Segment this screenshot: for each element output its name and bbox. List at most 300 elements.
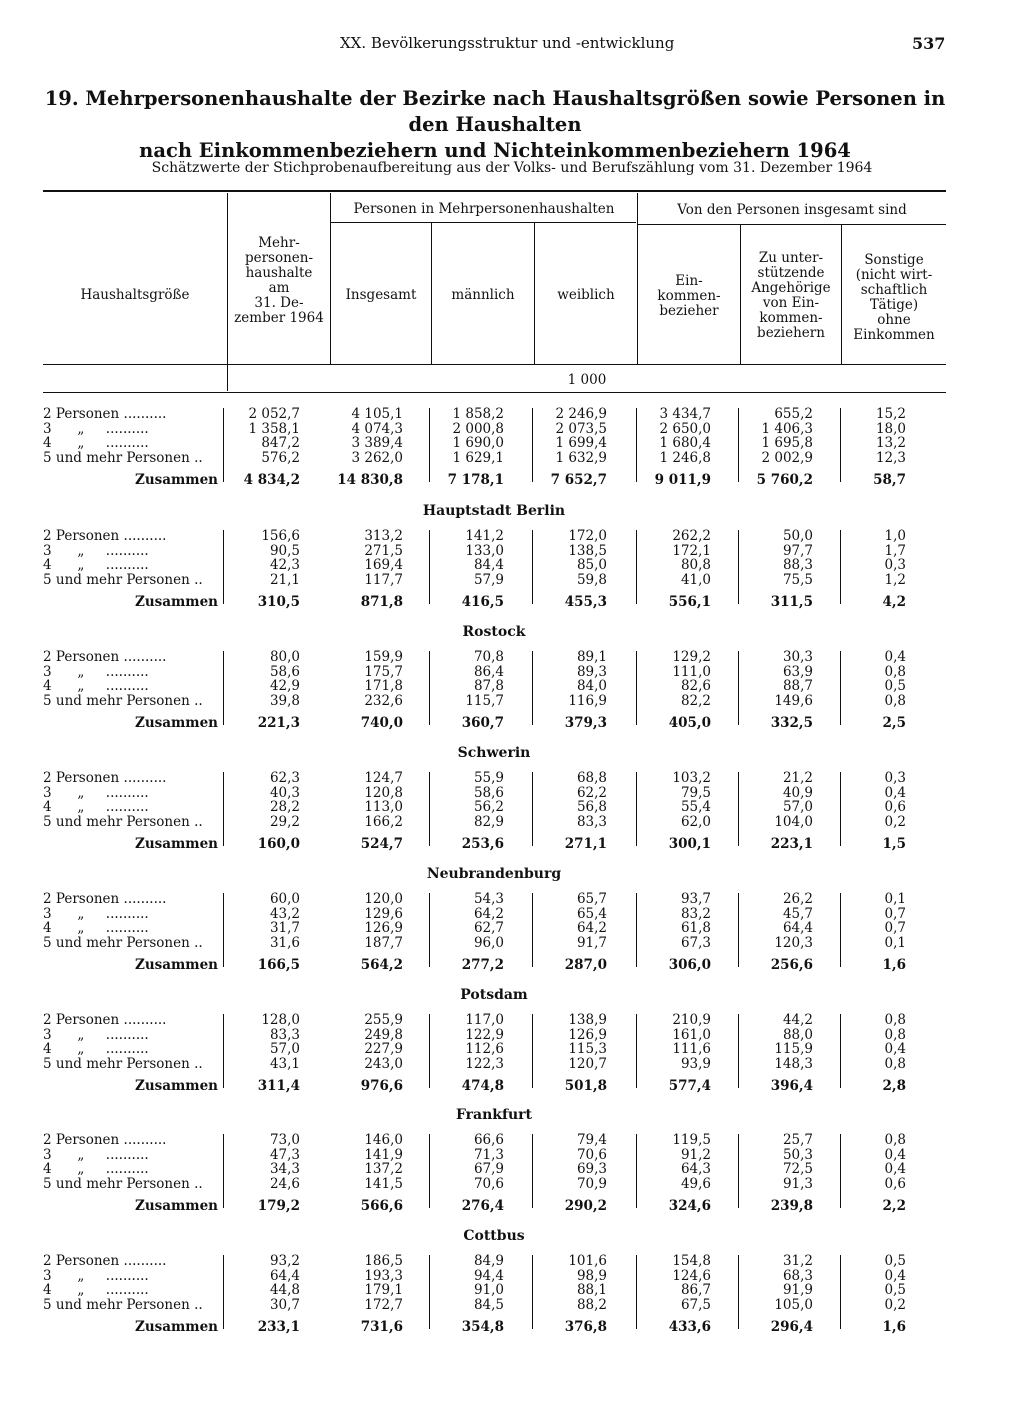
running-head: XX. Bevölkerungsstruktur und -entwicklung (340, 34, 675, 52)
table-cell: 3 434,7 (659, 406, 711, 422)
table-cell: 175,7 (364, 663, 403, 680)
total-cell: 324,6 (668, 1198, 711, 1214)
table-cell: 67,3 (680, 934, 711, 951)
region-heading: Hauptstadt Berlin (422, 503, 566, 519)
total-cell: 306,0 (668, 957, 711, 973)
table-cell: 62,0 (680, 813, 711, 830)
table-cell: 0,2 (884, 1296, 906, 1313)
total-cell: 58,7 (873, 472, 906, 488)
region-heading: Cottbus (463, 1228, 525, 1244)
row-label: 2 Personen .......... (43, 1012, 167, 1028)
table-cell: 31,7 (269, 920, 300, 936)
table-cell: 159,9 (364, 649, 403, 665)
table-cell: 60,0 (269, 891, 300, 907)
table-cell: 29,2 (269, 813, 300, 830)
table-cell: 137,2 (364, 1161, 403, 1177)
row-label: 2 Personen .......... (43, 1253, 167, 1269)
table-cell: 85,0 (576, 557, 607, 573)
total-cell: 310,5 (257, 594, 300, 610)
total-label: Zusammen (135, 957, 218, 973)
table-cell: 59,8 (576, 571, 607, 588)
table-cell: 91,7 (576, 934, 607, 951)
total-cell: 577,4 (668, 1078, 711, 1094)
total-cell: 379,3 (564, 715, 607, 731)
table-cell: 82,6 (680, 678, 711, 694)
table-cell: 98,9 (576, 1267, 607, 1284)
table-cell: 18,0 (875, 420, 906, 437)
table-cell: 30,3 (782, 649, 813, 665)
total-cell: 1,6 (882, 957, 906, 973)
row-label: 4 „ .......... (43, 1161, 149, 1177)
table-cell: 88,1 (576, 1282, 607, 1298)
table-cell: 129,6 (364, 905, 403, 922)
total-cell: 2,2 (882, 1198, 906, 1214)
row-label: 2 Personen .......... (43, 770, 167, 786)
table-cell: 67,5 (680, 1296, 711, 1313)
table-cell: 45,7 (782, 905, 813, 922)
table-cell: 115,7 (465, 692, 504, 709)
table-cell: 2 246,9 (555, 406, 607, 422)
total-label: Zusammen (135, 1319, 218, 1335)
table-cell: 70,6 (576, 1146, 607, 1163)
table-cell: 126,9 (568, 1026, 607, 1043)
row-label: 4 „ .......... (43, 920, 149, 936)
table-cell: 0,4 (884, 1146, 906, 1163)
header-bottom-rule (43, 364, 946, 365)
table-cell: 1 406,3 (761, 420, 813, 437)
table-cell: 65,7 (576, 891, 607, 907)
table-cell: 126,9 (364, 920, 403, 936)
table-cell: 21,2 (782, 770, 813, 786)
total-cell: 501,8 (564, 1078, 607, 1094)
table-cell: 63,9 (782, 663, 813, 680)
table-cell: 138,9 (568, 1012, 607, 1028)
table-cell: 34,3 (269, 1161, 300, 1177)
region-heading: Frankfurt (455, 1107, 533, 1123)
table-cell: 227,9 (364, 1041, 403, 1057)
table-cell: 44,8 (269, 1282, 300, 1298)
total-label: Zusammen (135, 836, 218, 852)
table-cell: 148,3 (774, 1055, 813, 1072)
table-cell: 120,0 (364, 891, 403, 907)
table-cell: 88,3 (782, 557, 813, 573)
table-cell: 91,3 (782, 1175, 813, 1192)
table-cell: 103,2 (672, 770, 711, 786)
table-cell: 96,0 (473, 934, 504, 951)
table-cell: 64,2 (473, 905, 504, 922)
table-subtitle: Schätzwerte der Stichprobenaufbereitung aus der Volks- und Berufszählung vom 31. Dezember 1964 (151, 160, 873, 176)
table-cell: 1 632,9 (555, 449, 607, 466)
table-cell: 0,4 (884, 1161, 906, 1177)
table-cell: 172,0 (568, 528, 607, 544)
table-cell: 2 073,5 (555, 420, 607, 437)
table-cell: 171,8 (364, 678, 403, 694)
row-label: 4 „ .......... (43, 557, 149, 573)
table-cell: 1 246,8 (659, 449, 711, 466)
row-label: 2 Personen .......... (43, 406, 167, 422)
table-cell: 262,2 (672, 528, 711, 544)
region-heading: Schwerin (457, 745, 531, 761)
table-cell: 154,8 (672, 1253, 711, 1269)
row-label: 3 „ .......... (43, 905, 149, 922)
total-cell: 14 830,8 (337, 472, 403, 488)
table-cell: 0,8 (884, 663, 906, 680)
table-cell: 2 000,8 (452, 420, 504, 437)
table-cell: 249,8 (364, 1026, 403, 1043)
total-cell: 1,5 (882, 836, 906, 852)
table-cell: 44,2 (782, 1012, 813, 1028)
table-cell: 1,0 (884, 528, 906, 544)
table-cell: 2 650,0 (659, 420, 711, 437)
total-cell: 566,6 (360, 1198, 403, 1214)
table-cell: 243,0 (364, 1055, 403, 1072)
table-cell: 65,4 (576, 905, 607, 922)
table-cell: 64,3 (680, 1161, 711, 1177)
table-cell: 655,2 (774, 406, 813, 422)
total-cell: 4,2 (882, 594, 906, 610)
table-cell: 117,0 (465, 1012, 504, 1028)
table-cell: 0,8 (884, 1026, 906, 1043)
total-cell: 332,5 (770, 715, 813, 731)
table-cell: 111,6 (672, 1041, 711, 1057)
total-cell: 233,1 (257, 1319, 300, 1335)
table-cell: 61,8 (680, 920, 711, 936)
total-cell: 376,8 (564, 1319, 607, 1335)
table-cell: 39,8 (269, 692, 300, 709)
header-ofwhich-group: Von den Personen insgesamt sind (677, 202, 907, 218)
table-cell: 70,8 (473, 649, 504, 665)
table-cell: 0,3 (884, 770, 906, 786)
table-cell: 3 262,0 (351, 449, 403, 466)
table-cell: 15,2 (875, 406, 906, 422)
table-cell: 75,5 (782, 571, 813, 588)
table-cell: 138,5 (568, 542, 607, 559)
row-label: 5 und mehr Personen .. (43, 449, 203, 466)
table-cell: 0,4 (884, 649, 906, 665)
table-cell: 124,7 (364, 770, 403, 786)
row-label: 3 „ .......... (43, 542, 149, 559)
total-label: Zusammen (135, 1198, 218, 1214)
table-cell: 1 629,1 (452, 449, 504, 466)
table-cell: 83,3 (576, 813, 607, 830)
table-cell: 172,7 (364, 1296, 403, 1313)
row-label: 5 und mehr Personen .. (43, 692, 203, 709)
persons-group-rule (330, 222, 636, 223)
table-cell: 172,1 (672, 542, 711, 559)
total-cell: 416,5 (461, 594, 504, 610)
header-others: Sonstige (nicht wirt- schaftlich Tätige) ohne Einkommen (853, 252, 935, 343)
total-cell: 455,3 (564, 594, 607, 610)
table-cell: 133,0 (465, 542, 504, 559)
total-cell: 239,8 (770, 1198, 813, 1214)
table-cell: 0,2 (884, 813, 906, 830)
row-label: 5 und mehr Personen .. (43, 1175, 203, 1192)
table-cell: 112,6 (465, 1041, 504, 1057)
table-cell: 169,4 (364, 557, 403, 573)
table-cell: 71,3 (473, 1146, 504, 1163)
total-cell: 276,4 (461, 1198, 504, 1214)
table-cell: 70,9 (576, 1175, 607, 1192)
table-cell: 31,6 (269, 934, 300, 951)
total-cell: 360,7 (461, 715, 504, 731)
table-cell: 0,7 (884, 905, 906, 922)
table-cell: 1,2 (884, 571, 906, 588)
table-cell: 111,0 (672, 663, 711, 680)
table-cell: 70,6 (473, 1175, 504, 1192)
table-cell: 255,9 (364, 1012, 403, 1028)
table-cell: 21,1 (269, 571, 300, 588)
page-number: 537 (912, 34, 946, 53)
total-cell: 740,0 (360, 715, 403, 731)
table-cell: 271,5 (364, 542, 403, 559)
table-cell: 55,4 (680, 799, 711, 815)
table-cell: 2 002,9 (761, 449, 813, 466)
table-cell: 83,3 (269, 1026, 300, 1043)
table-cell: 55,9 (473, 770, 504, 786)
table-cell: 84,4 (473, 557, 504, 573)
table-cell: 91,0 (473, 1282, 504, 1298)
table-cell: 1 699,4 (555, 435, 607, 451)
table-cell: 64,4 (269, 1267, 300, 1284)
table-cell: 0,5 (884, 678, 906, 694)
table-cell: 58,6 (473, 784, 504, 801)
table-cell: 104,0 (774, 813, 813, 830)
header-earners: Ein- kommen- bezieher (657, 273, 721, 319)
table-cell: 1,7 (884, 542, 906, 559)
total-cell: 160,0 (257, 836, 300, 852)
row-label: 2 Personen .......... (43, 891, 167, 907)
total-cell: 396,4 (770, 1078, 813, 1094)
total-cell: 524,7 (360, 836, 403, 852)
table-cell: 62,3 (269, 770, 300, 786)
table-cell: 83,2 (680, 905, 711, 922)
table-cell: 31,2 (782, 1253, 813, 1269)
table-cell: 24,6 (269, 1175, 300, 1192)
total-cell: 9 011,9 (654, 472, 711, 488)
title-line-1: 19. Mehrpersonenhaushalte der Bezirke nach Haushaltsgrößen sowie Personen in den Haushalten (44, 87, 946, 136)
table-cell: 91,2 (680, 1146, 711, 1163)
table-cell: 1 690,0 (452, 435, 504, 451)
table-cell: 40,9 (782, 784, 813, 801)
table-cell: 86,7 (680, 1282, 711, 1298)
total-label: Zusammen (135, 472, 218, 488)
table-cell: 156,6 (261, 528, 300, 544)
table-cell: 40,3 (269, 784, 300, 801)
total-label: Zusammen (135, 594, 218, 610)
header-households: Mehr- personen- haushalte am 31. De- zember 1964 (234, 235, 324, 326)
table-cell: 88,2 (576, 1296, 607, 1313)
table-cell: 0,5 (884, 1282, 906, 1298)
table-cell: 26,2 (782, 891, 813, 907)
table-cell: 79,5 (680, 784, 711, 801)
total-cell: 290,2 (564, 1198, 607, 1214)
row-label: 5 und mehr Personen .. (43, 813, 203, 830)
table-cell: 82,2 (680, 692, 711, 709)
table-cell: 0,1 (884, 891, 906, 907)
table-cell: 1 680,4 (659, 435, 711, 451)
header-male: männlich (451, 287, 515, 303)
total-cell: 4 834,2 (243, 472, 300, 488)
title-line-2: nach Einkommenbeziehern und Nichteinkommenbeziehern 1964 (139, 139, 851, 162)
table-cell: 30,7 (269, 1296, 300, 1313)
table-cell: 0,3 (884, 557, 906, 573)
total-cell: 221,3 (257, 715, 300, 731)
row-label: 3 „ .......... (43, 663, 149, 680)
total-cell: 405,0 (668, 715, 711, 731)
total-cell: 1,6 (882, 1319, 906, 1335)
total-cell: 7 652,7 (550, 472, 607, 488)
row-label: 3 „ .......... (43, 1146, 149, 1163)
table-cell: 0,8 (884, 1132, 906, 1148)
table-cell: 56,8 (576, 799, 607, 815)
table-cell: 2 052,7 (248, 406, 300, 422)
table-cell: 68,3 (782, 1267, 813, 1284)
row-label: 5 und mehr Personen .. (43, 571, 203, 588)
table-cell: 124,6 (672, 1267, 711, 1284)
table-cell: 128,0 (261, 1012, 300, 1028)
row-label: 2 Personen .......... (43, 1132, 167, 1148)
table-cell: 186,5 (364, 1253, 403, 1269)
row-label: 4 „ .......... (43, 435, 149, 451)
table-cell: 93,9 (680, 1055, 711, 1072)
total-cell: 287,0 (564, 957, 607, 973)
row-label: 3 „ .......... (43, 1267, 149, 1284)
total-cell: 2,5 (882, 715, 906, 731)
table-cell: 0,1 (884, 934, 906, 951)
header-stub: Haushaltsgröße (80, 287, 190, 303)
table-cell: 42,3 (269, 557, 300, 573)
total-cell: 166,5 (257, 957, 300, 973)
region-heading: Rostock (462, 624, 526, 640)
table-cell: 113,0 (364, 799, 403, 815)
table-cell: 93,2 (269, 1253, 300, 1269)
table-cell: 1 695,8 (761, 435, 813, 451)
header-unit: 1 000 (567, 372, 607, 388)
total-cell: 223,1 (770, 836, 813, 852)
table-cell: 58,6 (269, 663, 300, 680)
table-cell: 90,5 (269, 542, 300, 559)
table-cell: 179,1 (364, 1282, 403, 1298)
total-cell: 300,1 (668, 836, 711, 852)
table-cell: 68,8 (576, 770, 607, 786)
table-cell: 141,5 (364, 1175, 403, 1192)
table-cell: 3 389,4 (351, 435, 403, 451)
total-cell: 354,8 (461, 1319, 504, 1335)
total-cell: 564,2 (360, 957, 403, 973)
table-cell: 1 858,2 (452, 406, 504, 422)
table-cell: 0,8 (884, 1055, 906, 1072)
table-cell: 0,6 (884, 799, 906, 815)
table-cell: 193,3 (364, 1267, 403, 1284)
row-label: 3 „ .......... (43, 420, 149, 437)
row-label: 4 „ .......... (43, 1282, 149, 1298)
table-cell: 88,7 (782, 678, 813, 694)
table-cell: 120,3 (774, 934, 813, 951)
table-cell: 64,4 (782, 920, 813, 936)
table-cell: 116,9 (568, 692, 607, 709)
table-title (30, 86, 960, 164)
row-label: 4 „ .......... (43, 1041, 149, 1057)
region-heading: Neubrandenburg (426, 866, 562, 882)
table-cell: 576,2 (261, 449, 300, 466)
table-cell: 66,6 (473, 1132, 504, 1148)
total-cell: 253,6 (461, 836, 504, 852)
table-cell: 0,8 (884, 1012, 906, 1028)
table-cell: 43,1 (269, 1055, 300, 1072)
total-cell: 296,4 (770, 1319, 813, 1335)
total-cell: 976,6 (360, 1078, 403, 1094)
table-cell: 62,7 (473, 920, 504, 936)
table-cell: 88,0 (782, 1026, 813, 1043)
table-cell: 93,7 (680, 891, 711, 907)
table-cell: 54,3 (473, 891, 504, 907)
table-cell: 101,6 (568, 1253, 607, 1269)
table-cell: 56,2 (473, 799, 504, 815)
total-cell: 871,8 (360, 594, 403, 610)
row-label: 5 und mehr Personen .. (43, 1055, 203, 1072)
table-cell: 210,9 (672, 1012, 711, 1028)
table-cell: 57,9 (473, 571, 504, 588)
table-cell: 82,9 (473, 813, 504, 830)
table-cell: 87,8 (473, 678, 504, 694)
total-cell: 179,2 (257, 1198, 300, 1214)
table-cell: 80,0 (269, 649, 300, 665)
table-cell: 73,0 (269, 1132, 300, 1148)
total-cell: 256,6 (770, 957, 813, 973)
table-cell: 62,2 (576, 784, 607, 801)
total-cell: 271,1 (564, 836, 607, 852)
table-cell: 146,0 (364, 1132, 403, 1148)
table-cell: 0,4 (884, 784, 906, 801)
table-cell: 4 105,1 (351, 406, 403, 422)
table-cell: 84,0 (576, 678, 607, 694)
table-cell: 0,6 (884, 1175, 906, 1192)
table-cell: 847,2 (261, 435, 300, 451)
table-cell: 25,7 (782, 1132, 813, 1148)
row-label: 5 und mehr Personen .. (43, 1296, 203, 1313)
total-cell: 311,4 (257, 1078, 300, 1094)
table-cell: 122,9 (465, 1026, 504, 1043)
total-cell: 5 760,2 (756, 472, 813, 488)
total-cell: 7 178,1 (447, 472, 504, 488)
table-cell: 57,0 (269, 1041, 300, 1057)
row-label: 5 und mehr Personen .. (43, 934, 203, 951)
table-cell: 49,6 (680, 1175, 711, 1192)
total-cell: 2,8 (882, 1078, 906, 1094)
table-cell: 166,2 (364, 813, 403, 830)
table-cell: 141,9 (364, 1146, 403, 1163)
table-cell: 119,5 (672, 1132, 711, 1148)
total-cell: 433,6 (668, 1319, 711, 1335)
table-cell: 115,3 (568, 1041, 607, 1057)
total-cell: 311,5 (770, 594, 813, 610)
table-cell: 105,0 (774, 1296, 813, 1313)
table-cell: 80,8 (680, 557, 711, 573)
row-label: 2 Personen .......... (43, 649, 167, 665)
header-female: weiblich (557, 287, 615, 303)
table-cell: 57,0 (782, 799, 813, 815)
row-label: 2 Personen .......... (43, 528, 167, 544)
table-cell: 84,9 (473, 1253, 504, 1269)
header-total: Insgesamt (345, 287, 417, 303)
table-cell: 313,2 (364, 528, 403, 544)
table-cell: 64,2 (576, 920, 607, 936)
total-cell: 731,6 (360, 1319, 403, 1335)
row-label: 3 „ .......... (43, 784, 149, 801)
table-cell: 120,7 (568, 1055, 607, 1072)
table-cell: 89,1 (576, 649, 607, 665)
table-cell: 149,6 (774, 692, 813, 709)
